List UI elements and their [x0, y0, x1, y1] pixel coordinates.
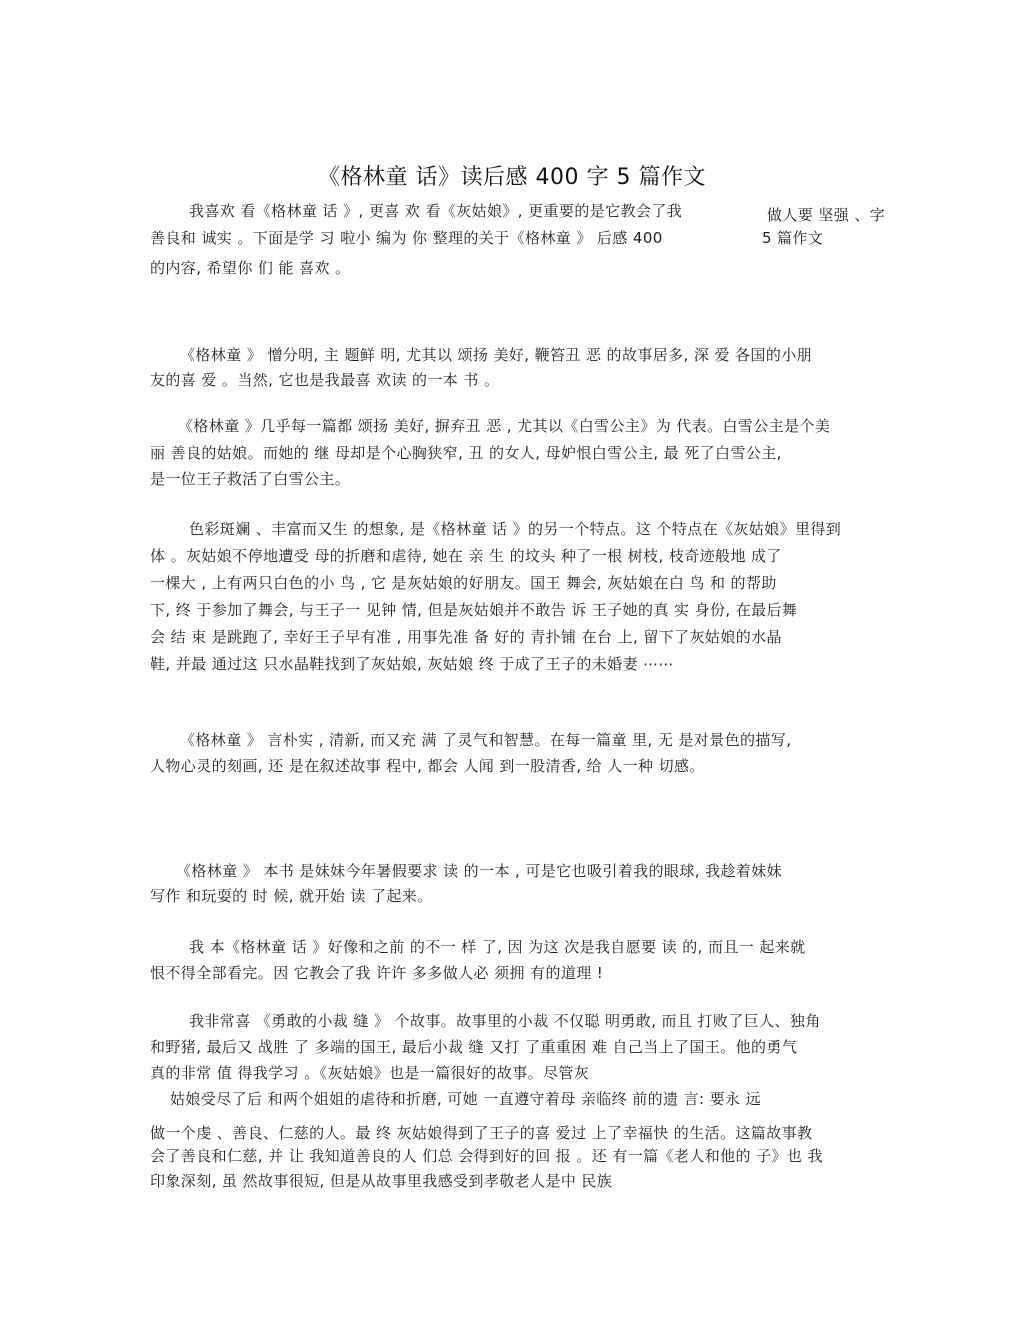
document-title: 《格林童 话》读后感 400 字 5 篇作文 [318, 165, 706, 190]
paragraph-line: 友的喜 爱 。当然, 它也是我最喜 欢读 的一本 书 。 [150, 371, 500, 389]
paragraph-line: 写作 和玩耍的 时 候, 就开始 读 了起来。 [150, 887, 433, 905]
paragraph-line: 鞋, 并最 通过这 只水晶鞋找到了灰姑娘, 灰姑娘 终 于成了王子的未婚妻 ⋯⋯ [150, 655, 674, 673]
paragraph-line: 丽 善良的姑娘。而她的 继 母却是个心胸狭窄, 丑 的女人, 母妒恨白雪公主, 最 死了白雪公主, [150, 444, 782, 462]
paragraph-line: 我 本《格林童 话 》好像和之前 的不一 样 了, 因 为这 次是我自愿要 读 的, 而且一 起来就 [189, 938, 806, 956]
paragraph-line: 做一个虔 、善良、仁慈的人。最 终 灰姑娘得到了王子的喜 爱过 上了幸福快 的生活。这篇故事教 [150, 1124, 813, 1142]
paragraph-line: 是一位王子救活了白雪公主。 [150, 470, 351, 488]
intro-side-text: 5 篇作文 [762, 229, 824, 247]
paragraph-line: 恨不得全部看完。因 它教会了我 许许 多多做人必 须拥 有的道理 ! [150, 964, 604, 982]
paragraph-line: 人物心灵的刻画, 还 是在叙述故事 程中, 都会 人闻 到一股清香, 给 人一种 切感。 [150, 757, 705, 775]
paragraph-line: 《格林童 》 憎分明, 主 题鲜 明, 尤其以 颂扬 美好, 鞭笞丑 恶 的故事居多, 深 爱 各国的小朋 [180, 346, 813, 364]
paragraph-line: 姑娘受尽了后 和两个姐姐的虐待和折磨, 可她 一直遵守着母 亲临终 前的遗 言: 要永 远 [170, 1090, 761, 1108]
intro-side-text: 做人要 坚强 、字 [767, 206, 886, 224]
paragraph-line: 会了善良和仁慈, 并 让 我知道善良的人 们总 会得到好的回 报 。还 有一篇《老人和他的 子》也 我 [150, 1147, 823, 1165]
paragraph-line: 色彩斑斓 、丰富而又生 的想象, 是《格林童 话 》的另一个特点。这 个特点在《灰姑娘》里得到 [189, 520, 842, 538]
paragraph-line: 《格林童 》 本书 是妹妹今年暑假要求 读 的一本 , 可是它也吸引着我的眼球, 我趁着妹妹 [176, 862, 783, 880]
intro-line: 的内容, 希望你 们 能 喜欢 。 [150, 259, 351, 277]
paragraph-line: 真的非常 值 得我学习 。《灰姑娘》也是一篇很好的故事。尽管灰 [150, 1064, 590, 1082]
paragraph-line: 下, 终 于参加了舞会, 与王子一 见钟 情, 但是灰姑娘并不敢告 诉 王子她的真 实 身份, 在最后舞 [150, 601, 798, 619]
intro-line: 我喜欢 看《格林童 话 》, 更喜 欢 看《灰姑娘》, 更重要的是它教会了我 [189, 202, 683, 220]
paragraph-line: 和野猪, 最后又 战胜 了 多端的国王, 最后小裁 缝 又打 了重重困 难 自己当上了国王。他的勇气 [150, 1038, 798, 1056]
intro-line: 善良和 诚实 。下面是学 习 啦小 编为 你 整理的关于《格林童 》 后感 400 [150, 229, 663, 247]
paragraph-line: 一棵大 , 上有两只白色的小 鸟 , 它 是灰姑娘的好朋友。国王 舞会, 灰姑娘在白 鸟 和 的帮助 [150, 574, 777, 592]
paragraph-line: 《格林童 》几乎每一篇都 颂扬 美好, 摒弃丑 恶 , 尤其以《白雪公主》为 代表。白雪公主是个美 [178, 417, 831, 435]
paragraph-line: 印象深刻, 虽 然故事很短, 但是从故事里我感受到孝敬老人是中 民族 [150, 1172, 613, 1190]
paragraph-line: 《格林童 》 言朴实 , 清新, 而又充 满 了灵气和智慧。在每一篇童 里, 无 是对景色的描写, [180, 731, 792, 749]
paragraph-line: 体 。灰姑娘不停地遭受 母的折磨和虐待, 她在 亲 生 的坟头 种了一根 树枝, 枝奇迹般地 成了 [150, 547, 782, 565]
paragraph-line: 会 结 束 是跳跑了, 幸好王子早有准 , 用事先准 备 好的 青扑铺 在台 上, 留下了灰姑娘的水晶 [150, 628, 782, 646]
paragraph-line: 我非常喜 《勇敢的小裁 缝 》 个故事。故事里的小裁 不仅聪 明勇敢, 而且 打败了巨人、独角 [189, 1012, 821, 1030]
